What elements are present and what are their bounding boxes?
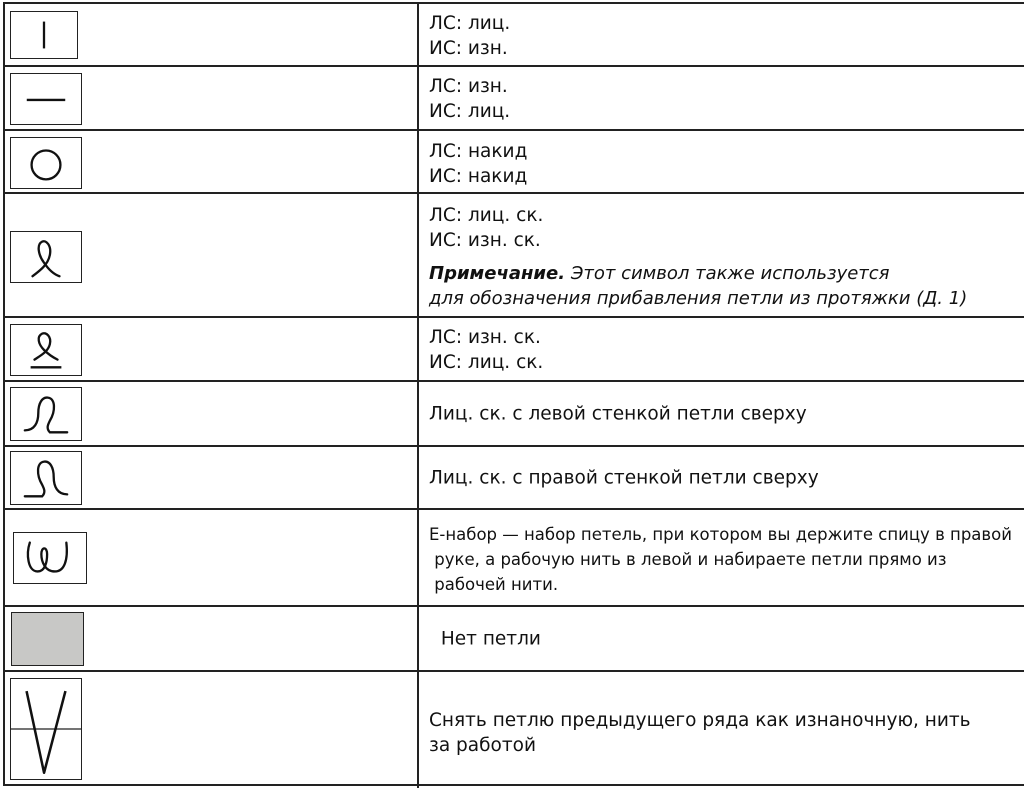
ws-text: ИС: лиц. ск. [429,352,544,373]
description-line-1: Снять петлю предыдущего ряда как изнаночную, нить [429,710,971,731]
symbol-cell [5,4,419,65]
purl-symbol-icon [10,73,82,125]
rs-text: ЛС: изн. ск. [429,327,541,348]
description-cell [421,447,1024,508]
symbol-cell [5,194,419,316]
description-line-1: Е-набор — набор петель, при котором вы держите спицу в правой [429,525,1012,544]
note-line-2: для обозначения прибавления петли из протяжки (Д. 1) [429,288,968,309]
symbol-cell [5,382,419,445]
description-text: Нет петли [435,628,541,649]
knit-symbol-icon [10,11,78,59]
description-text: Лиц. ск. с правой стенкой петли сверху [429,467,819,488]
description-cell [421,194,1024,316]
no-stitch-gray-square-icon [11,612,84,666]
description-cell [421,4,1024,65]
symbol-cell [5,510,419,605]
rs-text: ЛС: лиц. [429,13,511,34]
legend-row-left-leg [5,382,1024,447]
description-cell [421,672,1024,788]
note-label: Примечание. [429,263,566,284]
legend-row-yarn-over [5,131,1024,194]
slip-v-icon [10,678,82,780]
symbol-cell [5,131,419,192]
twisted-loop-icon [10,231,82,283]
legend-row-e-wrap [5,510,1024,607]
ws-text: ИС: изн. ск. [429,230,541,251]
description-line-3: рабочей нити. [429,575,559,594]
legend-row-purl [5,67,1024,131]
rs-text: ЛС: лиц. ск. [429,205,544,226]
description-line-2: за работой [429,735,536,756]
knitting-symbol-legend-table [3,2,1024,786]
legend-row-no-stitch [5,607,1024,672]
loop-right-leg-icon [10,451,82,505]
rs-text: ЛС: изн. [429,76,508,97]
symbol-cell [5,67,419,129]
description-cell [421,318,1024,380]
description-text: Лиц. ск. с левой стенкой петли сверху [429,403,807,424]
note-text: Этот символ также используется [565,263,890,284]
description-cell [421,67,1024,129]
rs-text: ЛС: накид [429,141,528,162]
legend-row-right-leg [5,447,1024,510]
ws-text: ИС: накид [429,166,528,187]
loop-left-leg-icon [10,387,82,441]
symbol-cell [5,672,419,788]
description-cell [421,382,1024,445]
description-cell [421,131,1024,192]
symbol-cell [5,607,419,670]
ws-text: ИС: изн. [429,38,508,59]
legend-row-slip-stitch [5,672,1024,788]
description-cell [421,510,1024,605]
legend-row-knit [5,4,1024,67]
legend-row-twisted-knit [5,194,1024,318]
ws-text: ИС: лиц. [429,101,511,122]
yarn-over-circle-icon [10,137,82,189]
e-wrap-cast-on-icon [13,532,87,584]
note-line-1 [429,261,1024,286]
twisted-loop-underline-icon [10,324,82,376]
description-line-2: руке, а рабочую нить в левой и набираете петли прямо из [429,550,947,569]
symbol-cell [5,447,419,508]
symbol-cell [5,318,419,380]
description-cell [421,607,1024,670]
legend-row-twisted-purl [5,318,1024,382]
